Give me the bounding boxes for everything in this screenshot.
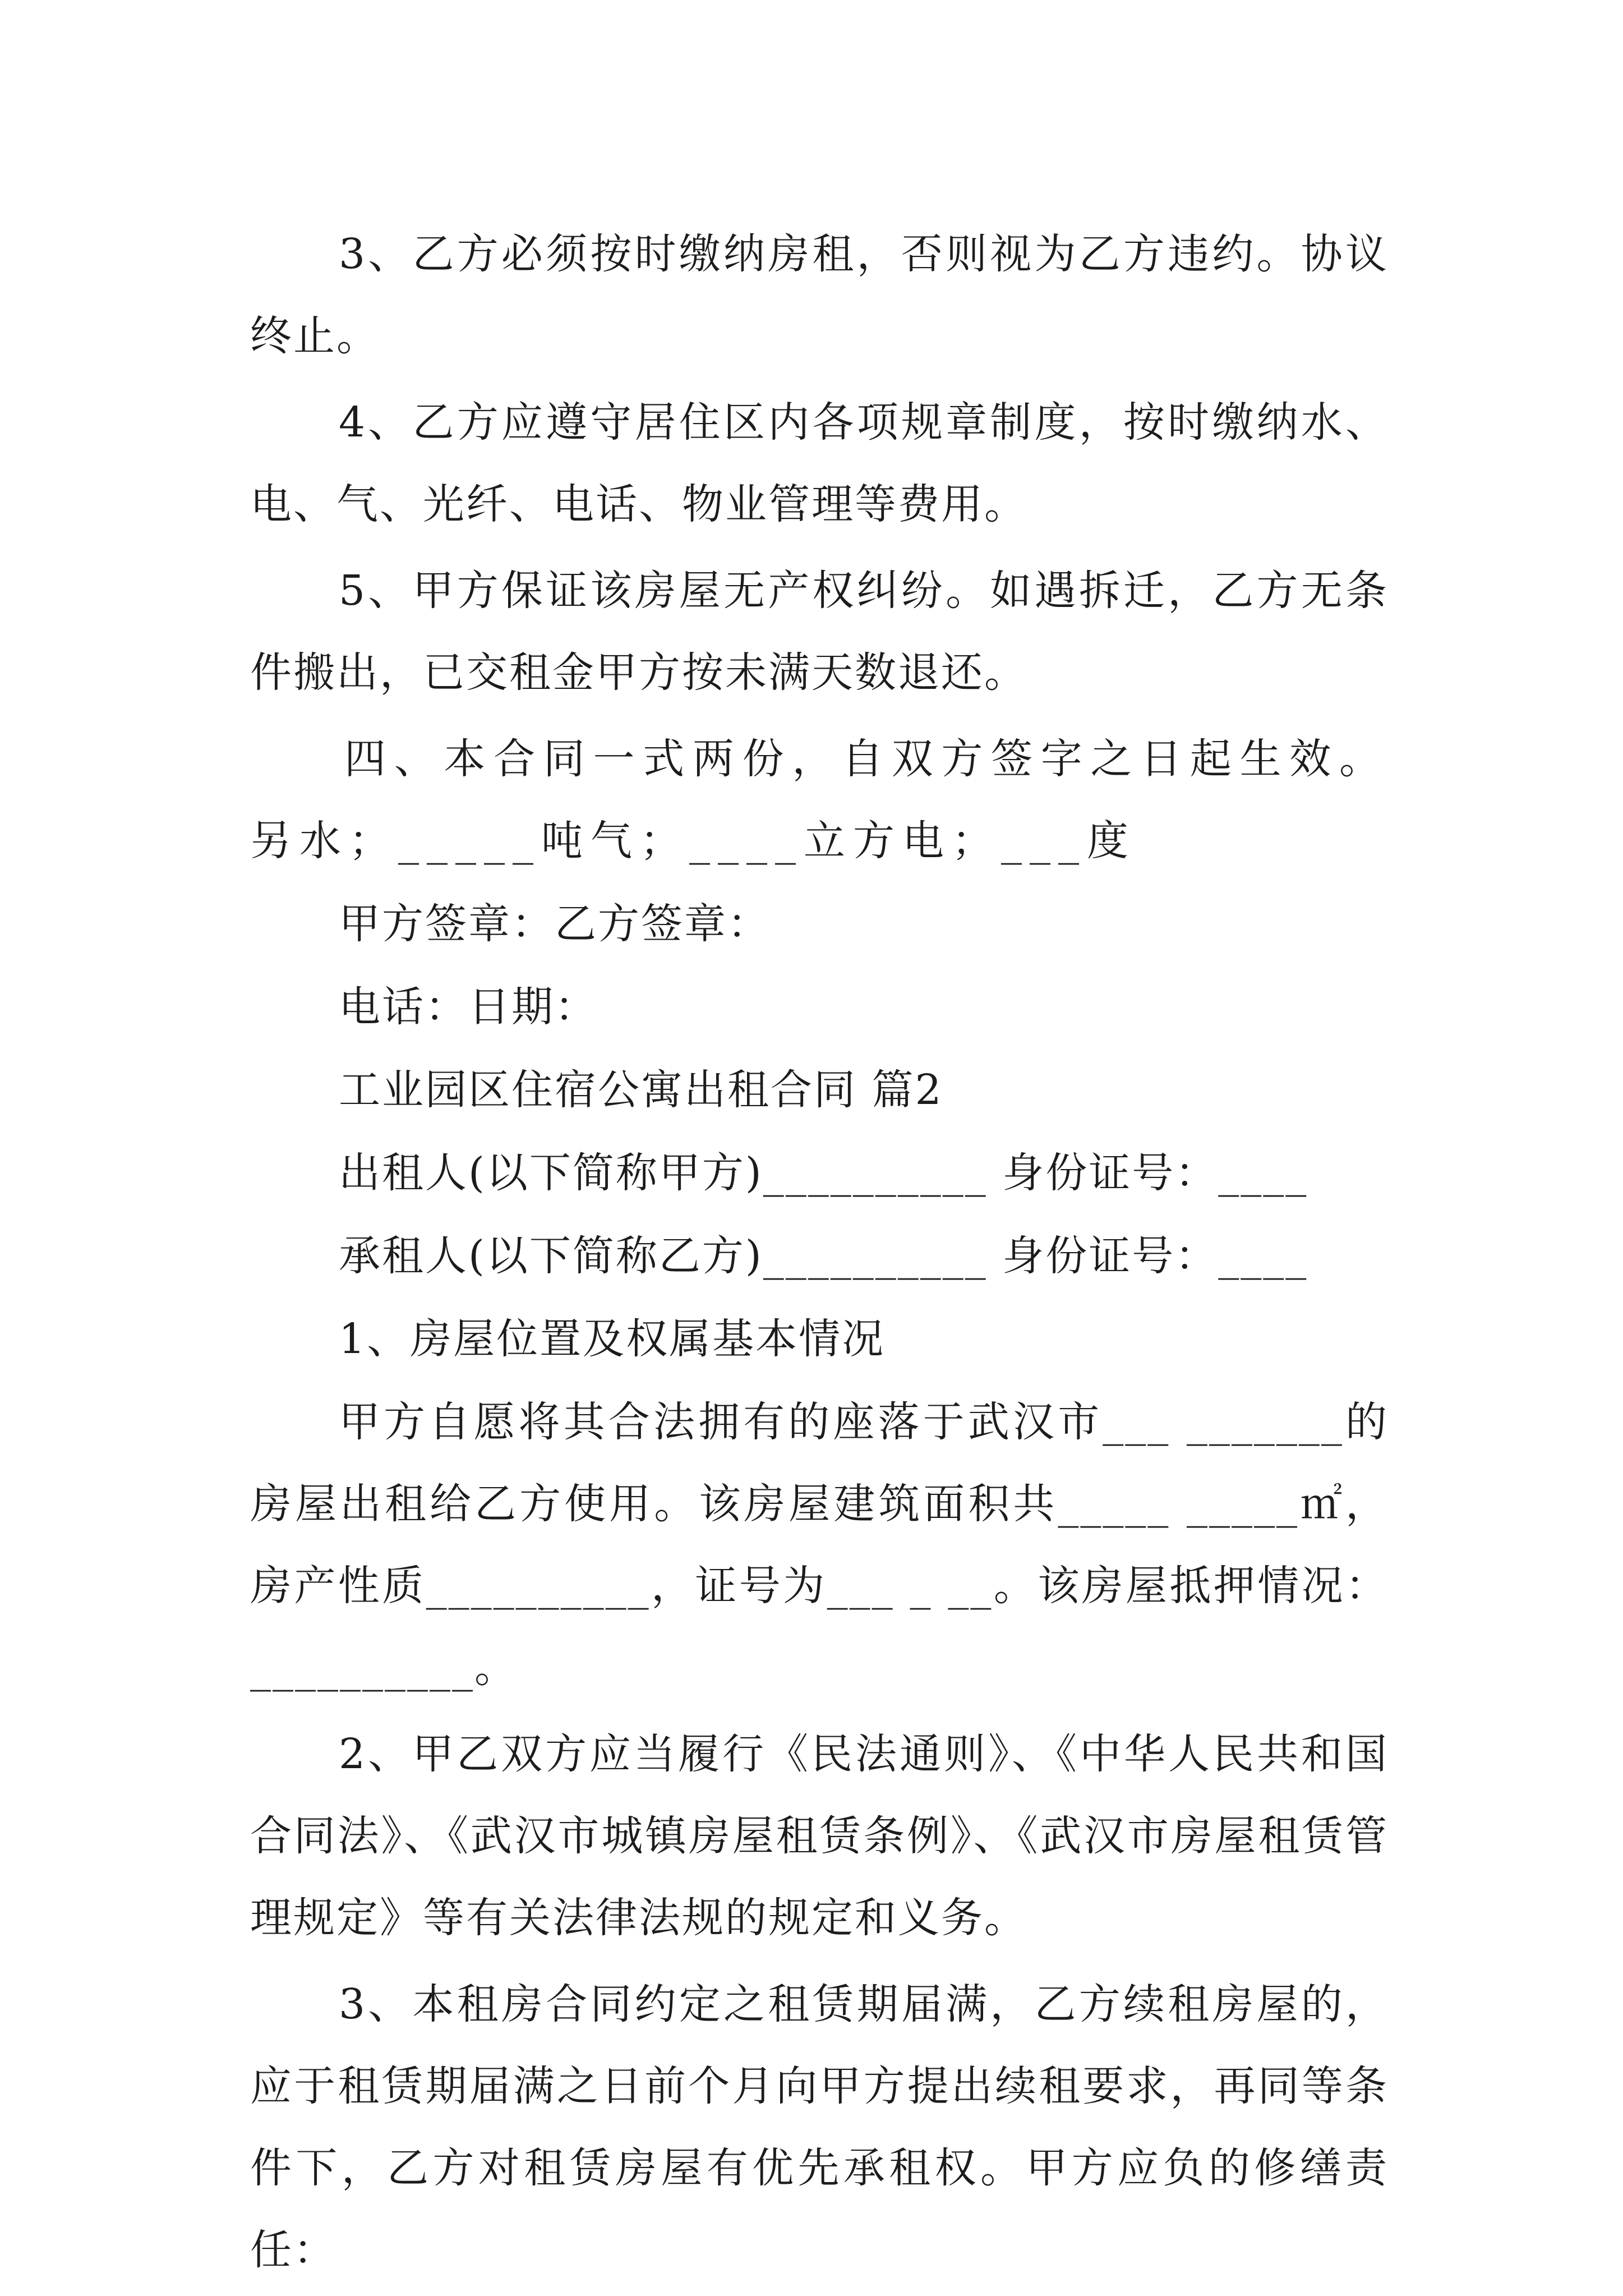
clause-2-legal-obligations: 2、甲乙双方应当履行《民法通则》、《中华人民共和国合同法》、《武汉市城镇房屋租赁条例》、《武汉市房屋租赁管理规定》等有关法律法规的规定和义务。 xyxy=(250,1730,1389,1942)
heading-property-info: 1、房屋位置及权属基本情况 xyxy=(339,1315,886,1363)
phone-date-line: 电话：日期： xyxy=(339,983,598,1031)
clause-4-regulations-fees: 4、乙方应遵守居住区内各项规章制度，按时缴纳水、电、气、光纤、电话、物业管理等费用。 xyxy=(250,398,1389,528)
clause-four-effective-utilities: 四、本合同一式两份，自双方签字之日起生效。另水；_____吨气；____立方电；___度 xyxy=(250,735,1389,865)
lessee-line: 承租人(以下简称乙方)__________ 身份证号：____ xyxy=(339,1232,1308,1280)
property-details-paragraph: 甲方自愿将其合法拥有的座落于武汉市___ _______的房屋出租给乙方使用。该房屋建筑面积共_____ _____㎡，房产性质__________，证号为___ _ __。该房屋抵押情况：__________。 xyxy=(250,1398,1389,1692)
clause-3-renewal: 3、本租房合同约定之租赁期届满，乙方续租房屋的，应于租赁期届满之日前个月向甲方提出续租要求，再同等条件下，乙方对租赁房屋有优先承租权。甲方应负的修缮责任： xyxy=(250,1980,1389,2274)
document-body xyxy=(250,213,1389,2291)
clause-5-property-rights: 5、甲方保证该房屋无产权纠纷。如遇拆迁，乙方无条件搬出，已交租金甲方按未满天数退还。 xyxy=(250,567,1389,697)
lessor-line: 出租人(以下简称甲方)__________ 身份证号：____ xyxy=(339,1149,1308,1197)
clause-3-rent-payment: 3、乙方必须按时缴纳房租，否则视为乙方违约。协议终止。 xyxy=(250,230,1389,360)
signature-line: 甲方签章：乙方签章： xyxy=(339,900,771,948)
section-title: 工业园区住宿公寓出租合同 篇2 xyxy=(339,1066,943,1114)
